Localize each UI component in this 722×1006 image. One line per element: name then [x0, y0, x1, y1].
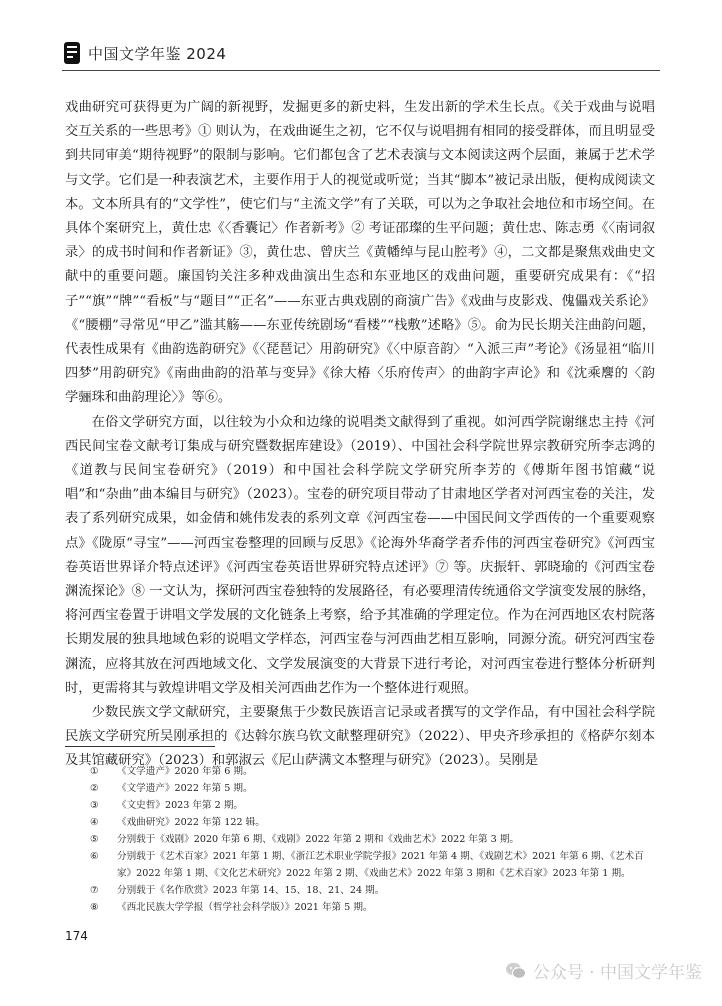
footnote — [65, 848, 655, 882]
paragraph: 戏曲研究可获得更为广阔的新视野，发掘更多的新史料，生发出新的学术生长点。《关于戏曲与说唱交互关系的一些思考》① 则认为，在戏曲诞生之初，它不仅与说唱拥有相同的接受群体，而且明显受到共同审美“期待视野”的限制与影响。它们都包含了艺术表演与文本阅读这两个层面，兼属于艺术学与文学。它们是一种表演艺术，主要作用于人的视觉或听觉；当其“脚本”被记录出版，便构成阅读文本。文本所具有的“文学性”，使它们与“主流文学”有了关联，可以为之争取社会地位和市场空间。在具体个案研究上，黄仕忠《〈香囊记〉作者新考》② 考证邵璨的生平问题；黄仕忠、陈志勇《〈南词叙录〉的成书时间和作者新证》③，黄仕忠、曾庆兰《黄幡绰与昆山腔考》④，二文都是聚焦戏曲史文献中的重要问题。廉国钧关注多种戏曲演出生态和东亚地区的戏曲问题，重要研究成果有：《“招子”“旗”“牌”“看板”与“题目”“正名”——东亚古典戏剧的商演广告》《戏曲与皮影戏、傀儡戏关系论》《“腰棚”寻常见“甲乙”滥其觞——东亚传统剧场“看楼”“栈敷”述略》⑤。俞为民长期关注曲韵问题，代表性成果有《曲韵选韵研究》《〈琵琶记〉用韵研究》《〈中原音韵〉“入派三声”考论》《汤显祖“临川四梦”用韵研究》《南曲曲韵的沿革与变异》《徐大椿〈乐府传声〉的曲韵字声论》和《沈乘麐的〈韵学骊珠和曲韵理论〉》等⑥。 — [65, 100, 655, 406]
footnote-number: ② — [90, 783, 99, 794]
footnote-text: 《戏曲研究》2022 年第 122 辑。 — [117, 817, 265, 828]
footnote-number: ⑤ — [90, 834, 99, 845]
paragraph: 在俗文学研究方面，以往较为小众和边缘的说唱类文献得到了重视。如河西学院谢继忠主持《河西民间宝卷文献考订集成与研究暨数据库建设》（2019）、中国社会科学院世界宗教研究所李志鸿的《道教与民间宝卷研究》（2019）和中国社会科学院文学研究所李芳的《傅斯年图书馆藏“说唱”和“杂曲”曲本编目与研究》（2023）。宝卷的研究项目带动了甘肃地区学者对河西宝卷的关注，发表了系列研究成果，如金倩和姚伟发表的系列文章《河西宝卷——中国民间文学西传的一个重要观察点》《陇原“寻宝”——河西宝卷整理的回顾与反思》《论海外华裔学者乔伟的河西宝卷研究》《河西宝卷英语世界译介特点述评》《河西宝卷英语世界研究特点述评》⑦ 等。庆振轩、郭晓瑜的《河西宝卷渊流探论》⑧ 一文认为，探研河西宝卷独特的发展路径，有必要理清传统通俗文学演变发展的脉络，将河西宝卷置于讲唱文学发展的文化链条上考察，给予其准确的学理定位。作为在河西地区农村院落长期发展的独具地域色彩的说唱文学样态，河西宝卷与河西曲艺相互影响，同源分流。研究河西宝卷渊流，应将其放在河西地域文化、文学发展演变的大背景下进行考论，对河西宝卷进行整体分析研判时，更需将其与敦煌讲唱文学及相关河西曲艺作为一个整体进行观照。 — [65, 414, 655, 696]
footnotes — [65, 763, 655, 916]
footnote-text: 《西北民族大学学报（哲学社会科学版）》2021 年第 5 期。 — [117, 902, 373, 913]
footnote-divider — [65, 746, 215, 747]
footnote-text: 分别载于《名作欣赏》2023 年第 14、15、18、21、24 期。 — [117, 885, 385, 896]
header-divider — [62, 70, 660, 71]
footnote-number: ④ — [90, 817, 99, 828]
paragraph: 少数民族文学文献研究，主要聚焦于少数民族语言记录或者撰写的文学作品，有中国社会科学院民族文学研究所吴刚承担的《达斡尔族乌钦文献整理研究》（2022）、甲央齐珍承担的《格萨尔刻本及其馆藏研究》（2023）和郭淑云《尼山萨满文本整理与研究》（2023）。吴刚是 — [65, 705, 655, 769]
page-number: 174 — [65, 929, 88, 943]
main-text — [65, 96, 655, 774]
footnote — [65, 899, 655, 916]
footnote — [65, 797, 655, 814]
footnote — [65, 831, 655, 848]
journal-logo-icon — [62, 40, 82, 66]
footnote-number: ③ — [90, 800, 99, 811]
page-header — [62, 40, 226, 66]
footnote — [65, 763, 655, 780]
footnote-text: 《文学遗产》2020 年第 6 期。 — [117, 766, 253, 777]
footnote-text: 分别载于《戏剧》2020 年第 6 期、《戏剧》2022 年第 2 期和《戏曲艺术》2022 年第 3 期。 — [117, 834, 520, 845]
footnote-text: 《文史哲》2023 年第 2 期。 — [117, 800, 244, 811]
footnote-number: ① — [90, 766, 99, 777]
footnote-number: ⑦ — [90, 885, 99, 896]
footnote-text: 《文学遗产》2022 年第 5 期。 — [117, 783, 253, 794]
watermark — [505, 958, 702, 983]
watermark-text: 公众号 · 中国文学年鉴 — [532, 963, 702, 983]
footnote — [65, 882, 655, 899]
journal-title: 中国文学年鉴 2024 — [88, 44, 227, 63]
wechat-icon — [505, 961, 527, 981]
footnote-number: ⑧ — [90, 902, 99, 913]
footnote — [65, 780, 655, 797]
footnote-number: ⑥ — [90, 851, 99, 862]
footnote — [65, 814, 655, 831]
footnote-text: 分别载于《艺术百家》2021 年第 1 期、《浙江艺术职业学院学报》2021 年第 4 期、《戏剧艺术》2021 年第 6 期、《艺术百家》2022 年第 1 期、《文化艺术研究》2022 年第 2 期、《戏曲艺术》2022 年第 3 期和《艺术百家》2023 年第 1 期。 — [117, 851, 644, 879]
